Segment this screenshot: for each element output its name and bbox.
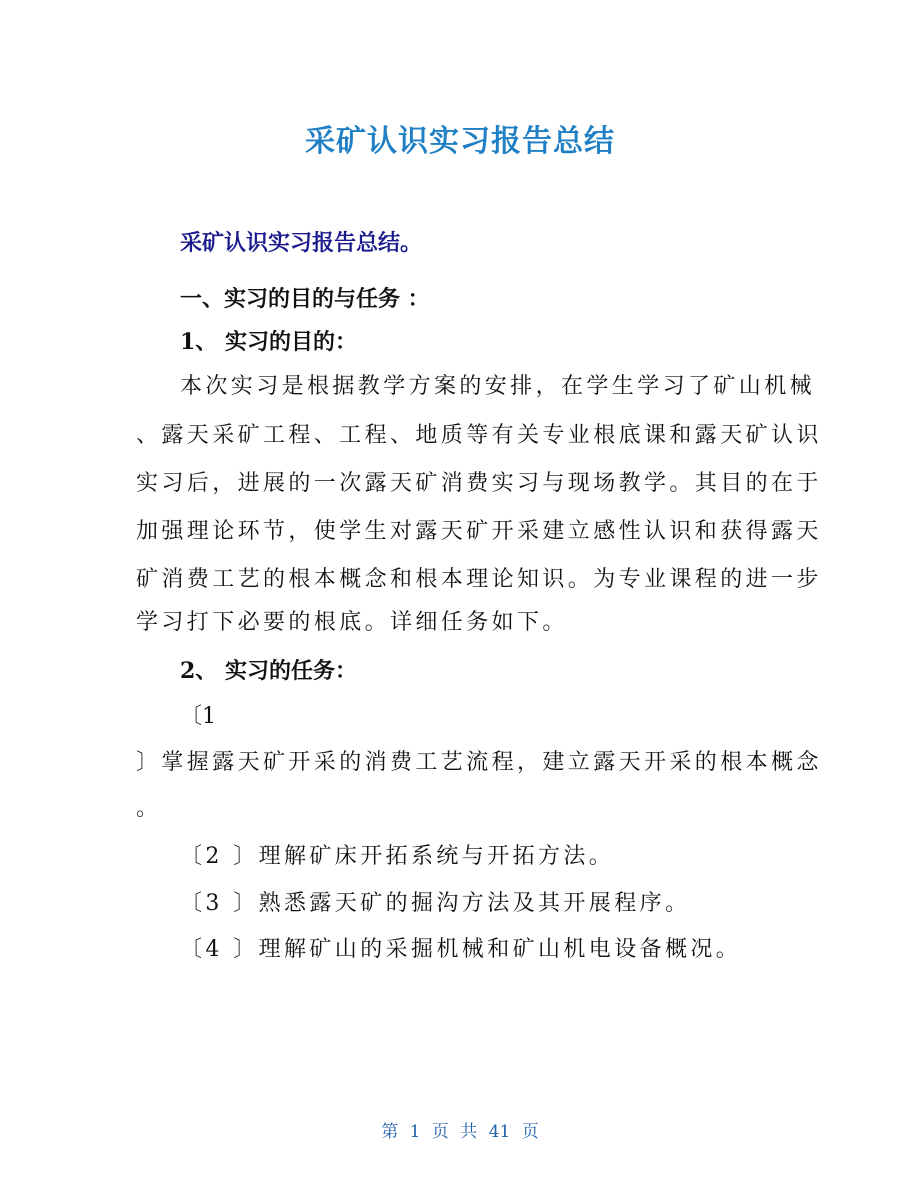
item-heading-purpose: 1、 实习的目的： xyxy=(180,329,357,355)
paragraph-line: 加强理论环节，使学生对露天矿开采建立感性认识和获得露天 xyxy=(136,519,822,544)
task-item-4: 〔4 〕理解矿山的采掘机械和矿山机电设备概况。 xyxy=(180,937,742,962)
document-title: 采矿认识实习报告总结 xyxy=(305,124,615,159)
task-item-2: 〔2 〕理解矿床开拓系统与开拓方法。 xyxy=(180,844,615,869)
document-subtitle: 采矿认识实习报告总结。 xyxy=(180,231,423,256)
item-heading-tasks: 2、 实习的任务： xyxy=(180,658,357,684)
task-item-1-prefix: 〔1 xyxy=(180,704,216,729)
task-item-3: 〔3 〕熟悉露天矿的掘沟方法及其开展程序。 xyxy=(180,891,691,916)
paragraph-line: 学习打下必要的根底。详细任务如下。 xyxy=(136,610,568,635)
task-item-1-tail: 。 xyxy=(136,796,159,821)
task-item-1-text: 〕掌握露天矿开采的消费工艺流程，建立露天开采的根本概念 xyxy=(136,750,822,775)
paragraph-line: 实习后，进展的一次露天矿消费实习与现场教学。其目的在于 xyxy=(136,471,822,496)
paragraph-line: 本次实习是根据教学方案的安排，在学生学习了矿山机械 xyxy=(180,374,816,399)
section-heading-purpose-and-tasks: 一、实习的目的与任务 ： xyxy=(180,286,430,312)
paragraph-line: 、露天采矿工程、工程、地质等有关专业根底课和露天矿认识 xyxy=(136,423,822,448)
page-number-footer: 第 1 页 共 41 页 xyxy=(381,1122,539,1142)
paragraph-line: 矿消费工艺的根本概念和根本理论知识。为专业课程的进一步 xyxy=(136,567,822,592)
